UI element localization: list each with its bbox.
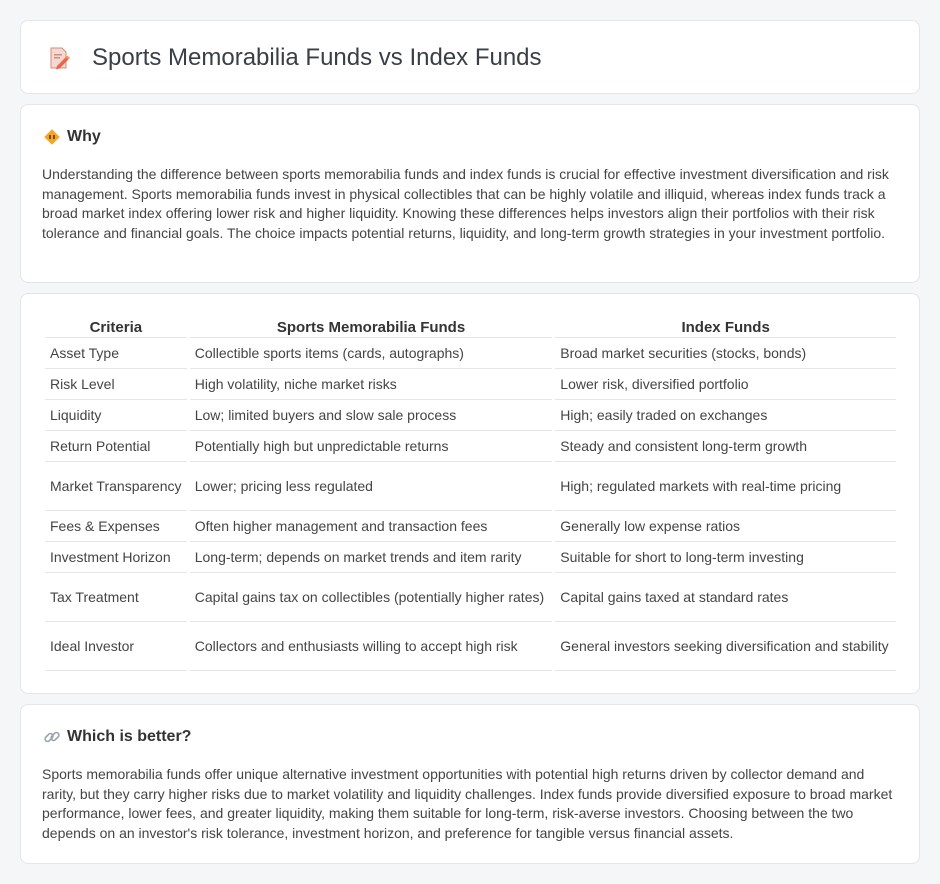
header-card xyxy=(20,20,920,94)
cell-index: Suitable for short to long-term investing xyxy=(555,542,896,573)
cell-memorabilia: High volatility, niche market risks xyxy=(190,369,553,400)
cell-criteria: Liquidity xyxy=(45,400,187,431)
table-row xyxy=(45,400,896,431)
cell-index: Capital gains taxed at standard rates xyxy=(555,573,896,622)
why-body: Understanding the difference between sports memorabilia funds and index funds is crucial for effective investment diversification and risk management. Sports memorabilia funds invest in physical collectibles that can be highly volatile and illiquid, whereas index funds track a broad market index offering lower risk and higher liquidity. Knowing these differences helps investors align their portfolios with their risk tolerance and financial goals. The choice impacts potential returns, liquidity, and long-term growth strategies in your investment portfolio. xyxy=(42,166,889,241)
cell-memorabilia: Low; limited buyers and slow sale process xyxy=(190,400,553,431)
cell-criteria: Market Transparency xyxy=(45,462,187,511)
comparison-section xyxy=(20,293,920,694)
cell-memorabilia: Capital gains tax on collectibles (potentially higher rates) xyxy=(190,573,553,622)
table-row xyxy=(45,542,896,573)
header-criteria: Criteria xyxy=(45,316,187,338)
cell-memorabilia: Lower; pricing less regulated xyxy=(190,462,553,511)
better-title: Which is better? xyxy=(67,728,192,745)
cell-index: General investors seeking diversification and stability xyxy=(555,622,896,671)
cell-criteria: Tax Treatment xyxy=(45,573,187,622)
cell-index: High; easily traded on exchanges xyxy=(555,400,896,431)
cell-index: Steady and consistent long-term growth xyxy=(555,431,896,462)
why-heading xyxy=(43,127,101,147)
cell-criteria: Ideal Investor xyxy=(45,622,187,671)
cell-index: Lower risk, diversified portfolio xyxy=(555,369,896,400)
cell-criteria: Risk Level xyxy=(45,369,187,400)
comparison-table xyxy=(42,316,899,671)
table-header-row xyxy=(45,316,896,338)
cell-criteria: Fees & Expenses xyxy=(45,511,187,542)
table-row xyxy=(45,338,896,369)
table-row xyxy=(45,622,896,671)
header-memorabilia: Sports Memorabilia Funds xyxy=(190,316,553,338)
why-title: Why xyxy=(67,128,101,145)
cell-criteria: Investment Horizon xyxy=(45,542,187,573)
cell-index: Broad market securities (stocks, bonds) xyxy=(555,338,896,369)
header-index: Index Funds xyxy=(555,316,896,338)
page-title: Sports Memorabilia Funds vs Index Funds xyxy=(92,44,542,71)
diamond-warning-icon xyxy=(43,128,61,146)
better-heading xyxy=(43,727,191,747)
document-pencil-icon xyxy=(47,46,71,70)
cell-memorabilia: Collectors and enthusiasts willing to accept high risk xyxy=(190,622,553,671)
table-row xyxy=(45,573,896,622)
cell-index: Generally low expense ratios xyxy=(555,511,896,542)
cell-memorabilia: Long-term; depends on market trends and item rarity xyxy=(190,542,553,573)
cell-memorabilia: Potentially high but unpredictable returns xyxy=(190,431,553,462)
table-row xyxy=(45,369,896,400)
link-chain-icon xyxy=(43,728,61,746)
why-section xyxy=(20,104,920,283)
table-row xyxy=(45,462,896,511)
which-is-better-section xyxy=(20,704,920,864)
table-row xyxy=(45,511,896,542)
better-body: Sports memorabilia funds offer unique alternative investment opportunities with potential high returns driven by collector demand and rarity, but they carry higher risks due to market volatility and liquidity challenges. Index funds provide diversified exposure to broad market performance, lower fees, and greater liquidity, making them suitable for long-term, risk-averse investors. Choosing between the two depends on an investor's risk tolerance, investment horizon, and preference for tangible versus financial assets. xyxy=(42,766,893,841)
cell-criteria: Asset Type xyxy=(45,338,187,369)
cell-index: High; regulated markets with real-time pricing xyxy=(555,462,896,511)
cell-criteria: Return Potential xyxy=(45,431,187,462)
table-row xyxy=(45,431,896,462)
cell-memorabilia: Often higher management and transaction fees xyxy=(190,511,553,542)
cell-memorabilia: Collectible sports items (cards, autographs) xyxy=(190,338,553,369)
